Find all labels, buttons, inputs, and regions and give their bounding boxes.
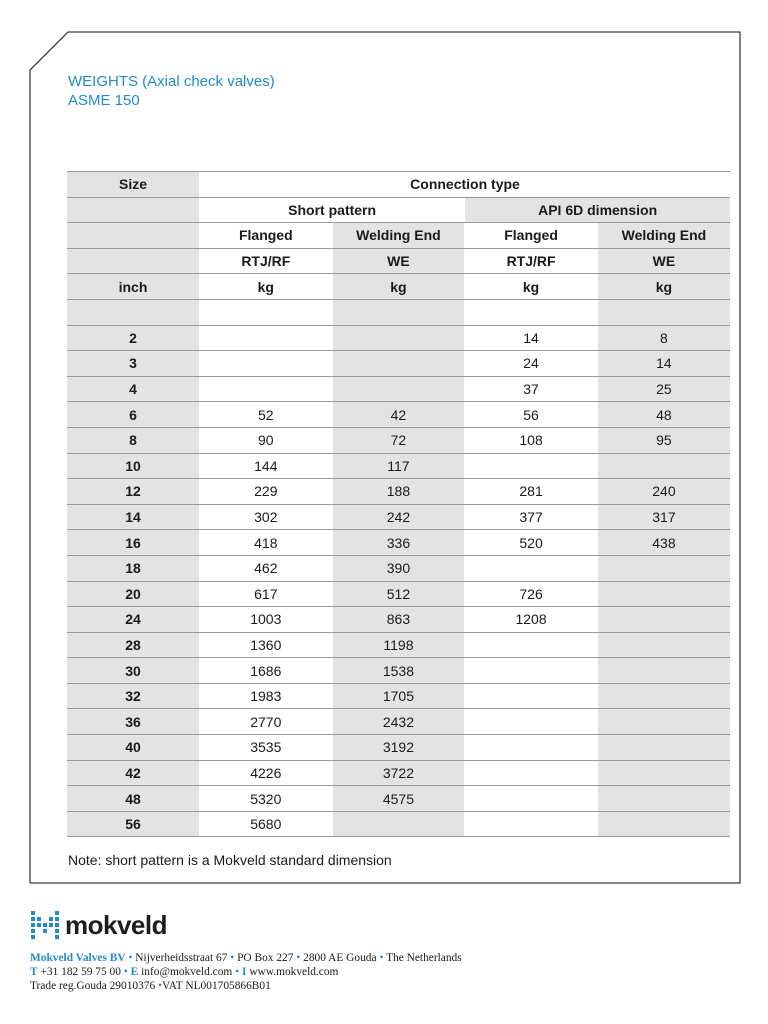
weight-cell: 14 [465, 325, 598, 351]
table-row [67, 555, 730, 581]
weight-cell: 1983 [200, 683, 333, 709]
table-row [67, 632, 730, 658]
table-row [67, 735, 730, 761]
size-cell: 28 [67, 632, 200, 658]
title-line-2: ASME 150 [68, 92, 140, 109]
size-cell [67, 299, 200, 325]
company-logo [30, 910, 167, 940]
size-cell: 10 [67, 453, 200, 479]
size-cell: 24 [67, 607, 200, 633]
weight-cell: 72 [332, 427, 465, 453]
header-row-units [67, 274, 730, 300]
logo-wordmark: mokveld [65, 910, 167, 940]
table-row [67, 811, 730, 837]
weight-cell [465, 683, 598, 709]
weight-cell [597, 786, 730, 812]
weight-cell: 5320 [200, 786, 333, 812]
table-row [67, 658, 730, 684]
header-cell: kg [200, 274, 333, 300]
email-label: E [130, 966, 139, 978]
weight-cell: 418 [200, 530, 333, 556]
weight-cell: 1686 [200, 658, 333, 684]
weight-cell: 14 [597, 351, 730, 377]
contact-line: T +31 182 59 75 00 • E info@mokveld.com • I www.mokveld.com [30, 966, 339, 978]
weight-cell: 188 [332, 479, 465, 505]
weight-cell [597, 683, 730, 709]
weight-cell: 2770 [200, 709, 333, 735]
weight-cell: 3535 [200, 735, 333, 761]
weight-cell [597, 760, 730, 786]
weight-cell: 24 [465, 351, 598, 377]
weight-cell: 5680 [200, 811, 333, 837]
table-row [67, 453, 730, 479]
weight-cell: 438 [597, 530, 730, 556]
phone-number: +31 182 59 75 00 [40, 966, 121, 978]
company-address-block [30, 951, 462, 993]
weight-cell: 1538 [332, 658, 465, 684]
phone-label: T [30, 966, 38, 978]
weight-cell: 117 [332, 453, 465, 479]
weight-cell [332, 376, 465, 402]
weight-cell: 462 [200, 555, 333, 581]
size-cell: 20 [67, 581, 200, 607]
table-row [67, 786, 730, 812]
footnote: Note: short pattern is a Mokveld standard dimension [68, 852, 392, 868]
weight-cell: 520 [465, 530, 598, 556]
header-row-end-type [67, 223, 730, 249]
header-cell-connection-type: Connection type [200, 172, 731, 198]
size-cell: 48 [67, 786, 200, 812]
weight-cell: 1705 [332, 683, 465, 709]
table-row [67, 325, 730, 351]
header-cell: WE [332, 248, 465, 274]
weight-cell: 1208 [465, 607, 598, 633]
weight-cell: 336 [332, 530, 465, 556]
header-cell: RTJ/RF [200, 248, 333, 274]
weight-cell [465, 709, 598, 735]
header-cell: kg [597, 274, 730, 300]
header-cell [67, 248, 200, 274]
country: The Netherlands [386, 952, 462, 964]
weight-cell: 1198 [332, 632, 465, 658]
weight-cell: 4575 [332, 786, 465, 812]
size-cell: 16 [67, 530, 200, 556]
size-cell: 18 [67, 555, 200, 581]
weight-cell [465, 632, 598, 658]
header-cell: WE [597, 248, 730, 274]
size-cell: 3 [67, 351, 200, 377]
weight-cell [597, 453, 730, 479]
size-cell: 42 [67, 760, 200, 786]
weight-cell [465, 786, 598, 812]
weight-cell [465, 811, 598, 837]
weight-cell: 726 [465, 581, 598, 607]
table-row [67, 427, 730, 453]
weight-cell [597, 607, 730, 633]
mokveld-logo-icon [30, 910, 60, 940]
weight-cell: 863 [332, 607, 465, 633]
weight-cell [597, 658, 730, 684]
header-cell: kg [465, 274, 598, 300]
table-row [67, 351, 730, 377]
company-name: Mokveld Valves BV [30, 952, 126, 964]
weight-cell: 25 [597, 376, 730, 402]
weight-cell: 95 [597, 427, 730, 453]
weight-cell: 144 [200, 453, 333, 479]
po-box: PO Box 227 [237, 952, 294, 964]
weight-cell [597, 735, 730, 761]
table-row [67, 504, 730, 530]
table-body [67, 299, 730, 836]
weight-cell: 2432 [332, 709, 465, 735]
street: Nijverheidsstraat 67 [135, 952, 228, 964]
weight-cell: 281 [465, 479, 598, 505]
table-row [67, 709, 730, 735]
header-cell: Flanged [465, 223, 598, 249]
weight-cell: 48 [597, 402, 730, 428]
header-cell [67, 223, 200, 249]
weight-cell: 377 [465, 504, 598, 530]
table-row [67, 530, 730, 556]
weight-cell: 37 [465, 376, 598, 402]
header-cell: RTJ/RF [465, 248, 598, 274]
weight-cell: 302 [200, 504, 333, 530]
weight-cell [465, 760, 598, 786]
table-row [67, 683, 730, 709]
size-cell: 8 [67, 427, 200, 453]
size-cell: 40 [67, 735, 200, 761]
weight-cell: 90 [200, 427, 333, 453]
weight-cell [597, 299, 730, 325]
size-cell: 36 [67, 709, 200, 735]
size-cell: 56 [67, 811, 200, 837]
header-cell: inch [67, 274, 200, 300]
table-row [67, 376, 730, 402]
weight-cell [332, 351, 465, 377]
weight-cell: 8 [597, 325, 730, 351]
header-cell-short-pattern: Short pattern [200, 197, 465, 223]
weight-cell [200, 299, 333, 325]
weights-table [67, 171, 730, 837]
weight-cell [597, 581, 730, 607]
website-link[interactable]: www.mokveld.com [249, 966, 339, 978]
header-cell-empty [67, 197, 200, 223]
table-row [67, 479, 730, 505]
weight-cell [465, 453, 598, 479]
weight-cell [465, 735, 598, 761]
weight-cell: 512 [332, 581, 465, 607]
weight-cell: 617 [200, 581, 333, 607]
weight-cell: 108 [465, 427, 598, 453]
weight-cell: 56 [465, 402, 598, 428]
header-row-pattern [67, 197, 730, 223]
header-cell: Flanged [200, 223, 333, 249]
table-row [67, 607, 730, 633]
weight-cell [332, 325, 465, 351]
weight-cell [597, 811, 730, 837]
weight-cell [597, 709, 730, 735]
table-row [67, 581, 730, 607]
weight-cell [465, 299, 598, 325]
size-cell: 32 [67, 683, 200, 709]
weight-cell: 1360 [200, 632, 333, 658]
header-cell: kg [332, 274, 465, 300]
trade-registration: Trade reg.Gouda 29010376 [30, 980, 156, 992]
weight-cell [597, 555, 730, 581]
weight-cell: 4226 [200, 760, 333, 786]
web-label: I [242, 966, 247, 978]
size-cell: 2 [67, 325, 200, 351]
size-cell: 30 [67, 658, 200, 684]
header-cell-size: Size [67, 172, 200, 198]
weight-cell [200, 351, 333, 377]
email-link[interactable]: info@mokveld.com [141, 966, 233, 978]
table-row [67, 299, 730, 325]
weight-cell: 52 [200, 402, 333, 428]
header-row-size [67, 172, 730, 198]
size-cell: 4 [67, 376, 200, 402]
weight-cell: 3192 [332, 735, 465, 761]
table-row [67, 760, 730, 786]
header-cell: Welding End [332, 223, 465, 249]
title-line-1: WEIGHTS (Axial check valves) [68, 73, 275, 90]
weight-cell [597, 632, 730, 658]
weight-cell: 42 [332, 402, 465, 428]
size-cell: 6 [67, 402, 200, 428]
size-cell: 14 [67, 504, 200, 530]
weight-cell [332, 811, 465, 837]
weight-cell: 317 [597, 504, 730, 530]
weight-cell: 1003 [200, 607, 333, 633]
weight-cell [465, 555, 598, 581]
weight-cell [332, 299, 465, 325]
weight-cell: 242 [332, 504, 465, 530]
weight-cell: 3722 [332, 760, 465, 786]
header-cell-api-6d: API 6D dimension [465, 197, 730, 223]
size-cell: 12 [67, 479, 200, 505]
weight-cell [200, 376, 333, 402]
postal-city: 2800 AE Gouda [303, 952, 377, 964]
vat-number: VAT NL001705866B01 [162, 980, 271, 992]
address-line: Mokveld Valves BV • Nijverheidsstraat 67 • PO Box 227 • 2800 AE Gouda • The Netherlands [30, 952, 462, 964]
table-row [67, 402, 730, 428]
weight-cell: 229 [200, 479, 333, 505]
weight-cell [465, 658, 598, 684]
weight-cell [200, 325, 333, 351]
header-row-connection [67, 248, 730, 274]
registration-line: Trade reg.Gouda 29010376 •VAT NL001705866B01 [30, 980, 271, 992]
weight-cell: 390 [332, 555, 465, 581]
weight-cell: 240 [597, 479, 730, 505]
header-cell: Welding End [597, 223, 730, 249]
document-title [68, 72, 275, 110]
